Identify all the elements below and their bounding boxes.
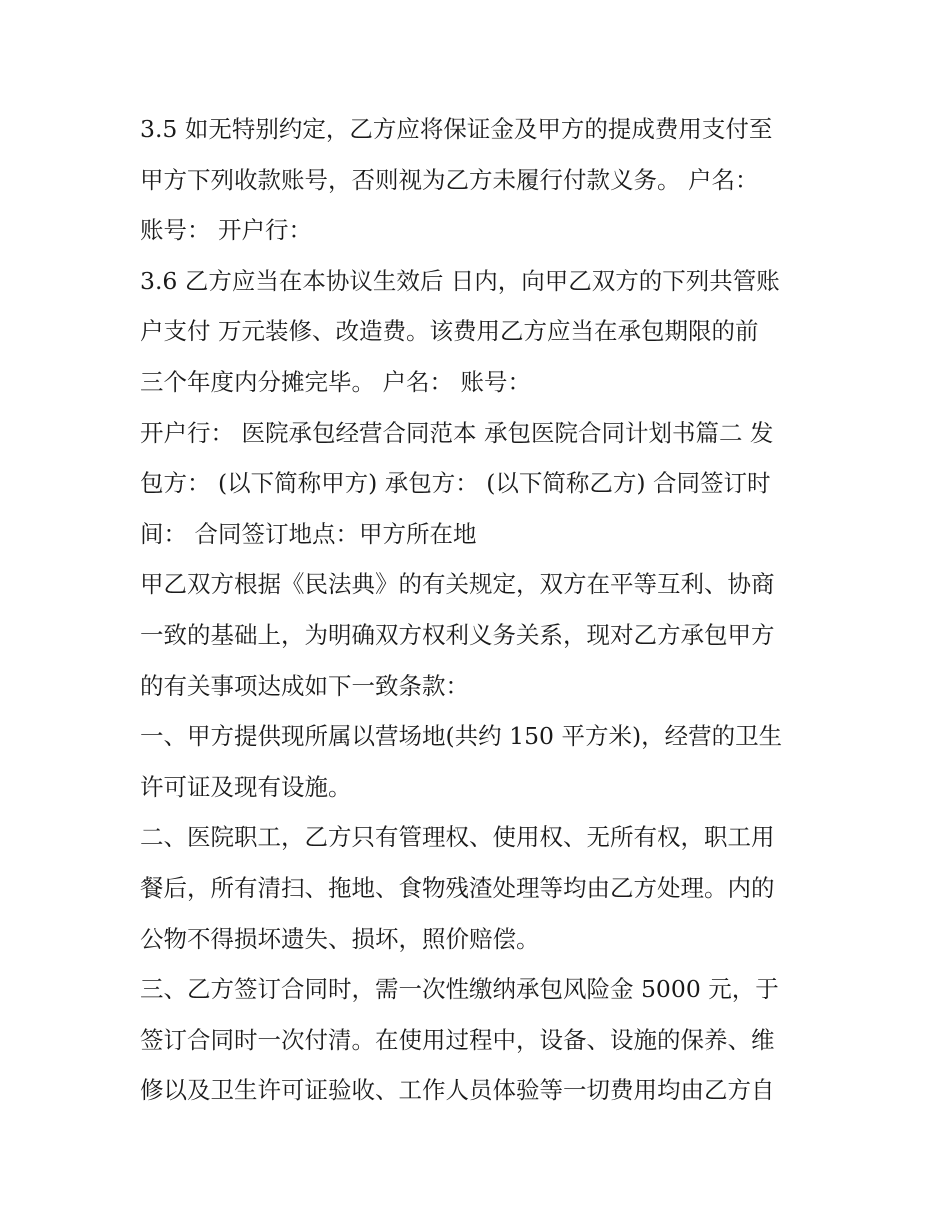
text-line: 三个年度内分摊完毕。 户名： 账号： [140,367,531,396]
text-line: 甲乙双方根据《民法典》的有关规定，双方在平等互利、协商 [140,570,775,599]
text-line: 3.6 乙方应当在本协议生效后 日内，向甲乙双方的下列共管账 [140,266,780,295]
text-line: 间： 合同签订地点：甲方所在地 [140,519,477,548]
text-line: 三、乙方签订合同时，需一次性缴纳承包风险金 5000 元，于 [140,975,779,1004]
text-line: 包方： (以下简称甲方) 承包方： (以下简称乙方) 合同签订时 [140,469,771,498]
text-line: 一、甲方提供现所属以营场地(共约 150 平方米)，经营的卫生 [140,722,783,751]
text-line: 签订合同时一次付清。在使用过程中，设备、设施的保养、维 [140,1025,775,1054]
text-line: 许可证及现有设施。 [140,772,352,801]
text-line: 户支付 万元装修、改造费。该费用乙方应当在承包期限的前 [140,317,759,346]
document-body [140,104,820,1116]
text-line: 二、医院职工，乙方只有管理权、使用权、无所有权，职工用 [140,823,775,852]
text-line: 甲方下列收款账号，否则视为乙方未履行付款义务。 户名： [140,165,759,194]
text-line: 3.5 如无特别约定，乙方应将保证金及甲方的提成费用支付至 [140,115,773,143]
text-line: 餐后，所有清扫、拖地、食物残渣处理等均由乙方处理。内的 [140,873,775,902]
text-line: 公物不得损坏遗失、损坏，照价赔偿。 [140,924,540,953]
text-line: 的有关事项达成如下一致条款： [140,671,469,700]
text-line: 修以及卫生许可证验收、工作人员体验等一切费用均由乙方自 [140,1076,775,1105]
text-line: 开户行： 医院承包经营合同范本 承包医院合同计划书篇二 发 [140,418,774,447]
text-line: 账号： 开户行： [140,216,312,245]
text-line: 一致的基础上，为明确双方权利义务关系，现对乙方承包甲方 [140,620,775,649]
